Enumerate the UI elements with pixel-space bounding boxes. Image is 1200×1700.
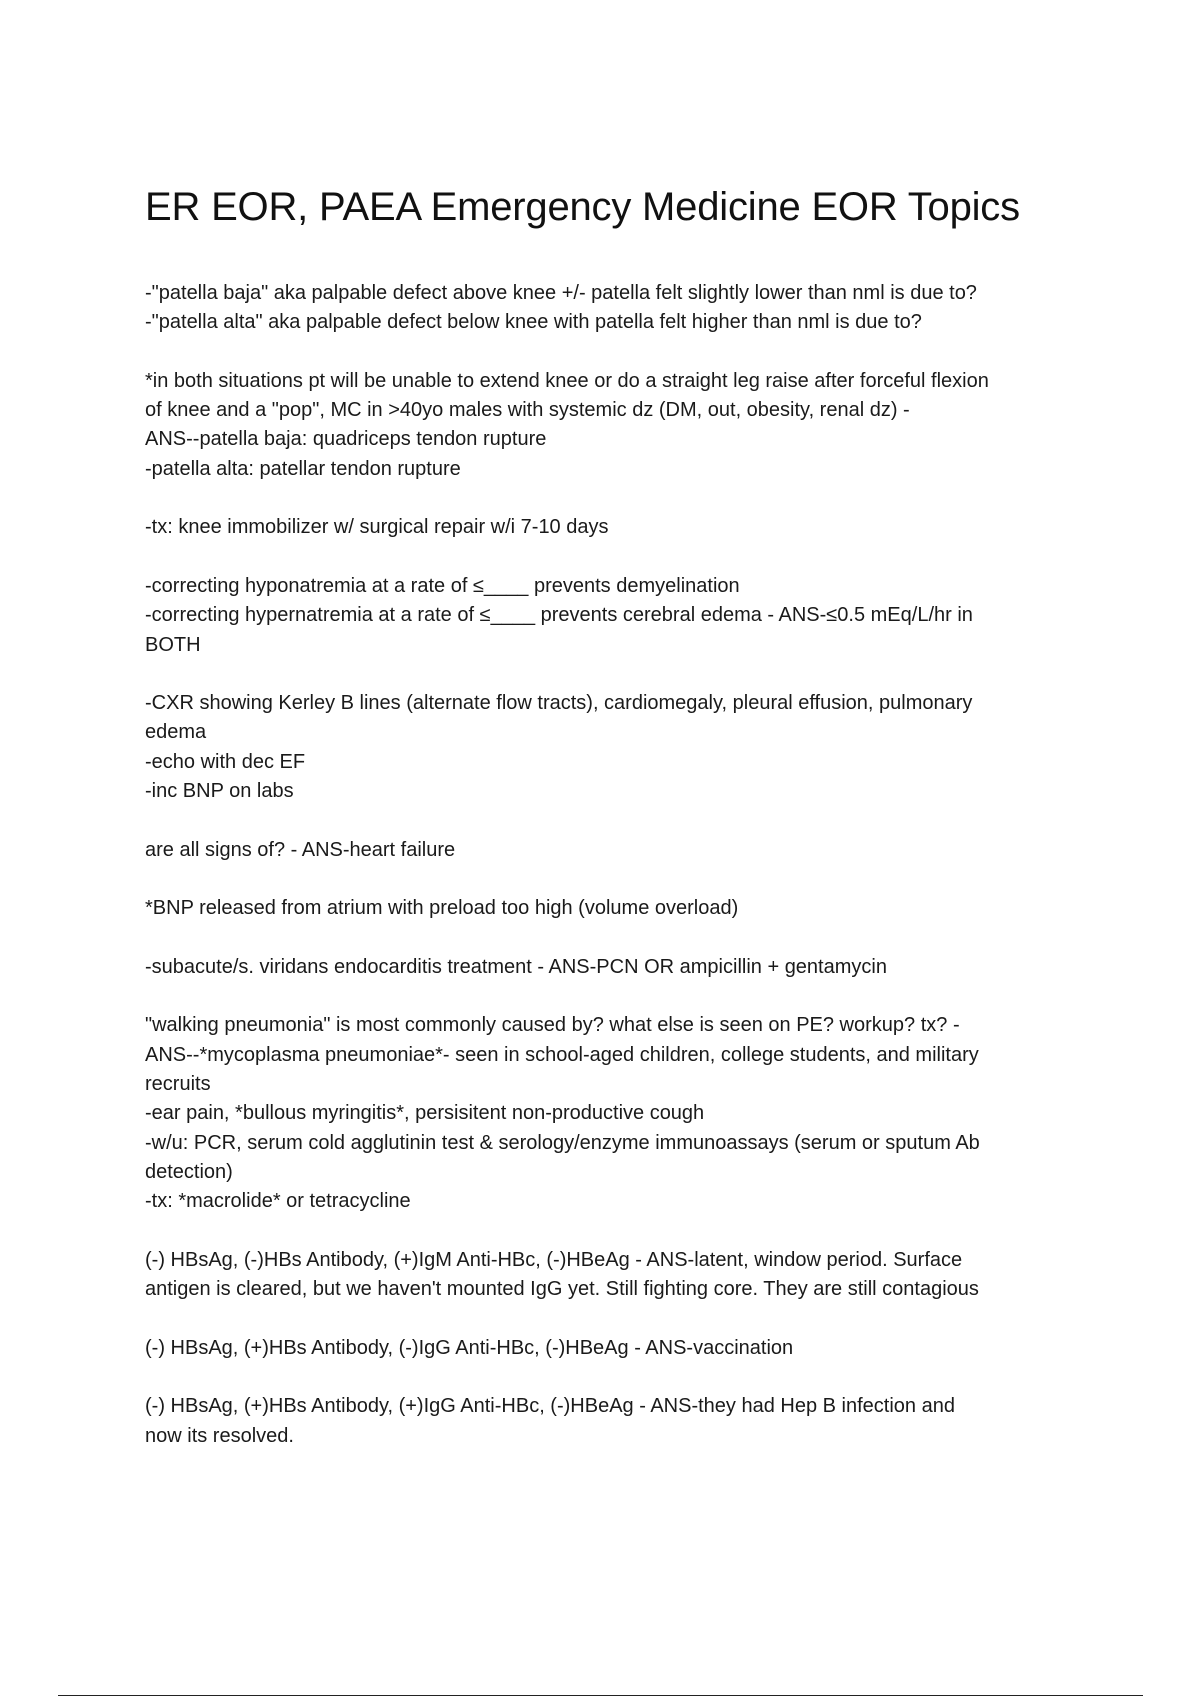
- text-line: -tx: *macrolide* or tetracycline: [145, 1190, 411, 1213]
- paragraph-hepb-vaccination: [145, 1334, 1085, 1363]
- text-line: -"patella alta" aka palpable defect below knee with patella felt higher than nml is due to?: [145, 311, 922, 334]
- text-line: BOTH: [145, 633, 201, 656]
- text-line: -correcting hypernatremia at a rate of ≤____ prevents cerebral edema - ANS-≤0.5 mEq/L/hr in: [145, 604, 973, 627]
- text-line: -"patella baja" aka palpable defect above knee +/- patella felt slightly lower than nml is due to?: [145, 282, 977, 304]
- text-line: now its resolved.: [145, 1424, 294, 1447]
- text-line: -CXR showing Kerley B lines (alternate flow tracts), cardiomegaly, pleural effusion, pulmonary: [145, 692, 973, 715]
- text-line: (-) HBsAg, (-)HBs Antibody, (+)IgM Anti-HBc, (-)HBeAg - ANS-latent, window period. Surface: [145, 1248, 963, 1271]
- text-line: -tx: knee immobilizer w/ surgical repair w/i 7-10 days: [145, 516, 609, 539]
- text-line: -inc BNP on labs: [145, 780, 294, 803]
- text-line: ANS--*mycoplasma pneumoniae*- seen in school-aged children, college students, and military: [145, 1043, 979, 1066]
- document-title: ER EOR, PAEA Emergency Medicine EOR Topics: [145, 185, 1020, 229]
- text-line: (-) HBsAg, (+)HBs Antibody, (-)IgG Anti-HBc, (-)HBeAg - ANS-vaccination: [145, 1336, 794, 1359]
- footer-divider: [58, 1695, 1143, 1696]
- text-line: *BNP released from atrium with preload too high (volume overload): [145, 897, 739, 920]
- paragraph-endocarditis: [145, 953, 1085, 982]
- text-line: -correcting hyponatremia at a rate of ≤____ prevents demyelination: [145, 574, 740, 597]
- text-line: (-) HBsAg, (+)HBs Antibody, (+)IgG Anti-HBc, (-)HBeAg - ANS-they had Hep B infection and: [145, 1395, 955, 1418]
- paragraph-hepb-resolved: [145, 1392, 1085, 1451]
- paragraph-walking-pneumonia: [145, 1011, 1085, 1216]
- text-line: edema: [145, 721, 207, 744]
- paragraph-patella-answer: [145, 367, 1085, 484]
- paragraph-heart-failure-findings: [145, 689, 1085, 806]
- text-line: of knee and a "pop", MC in >40yo males with systemic dz (DM, out, obesity, renal dz) -: [145, 399, 910, 422]
- text-line: antigen is cleared, but we haven't mounted IgG yet. Still fighting core. They are still contagious: [145, 1278, 979, 1301]
- paragraph-patella-question: [145, 279, 1085, 338]
- text-line: -patella alta: patellar tendon rupture: [145, 457, 461, 480]
- text-line: ANS--patella baja: quadriceps tendon rupture: [145, 428, 547, 451]
- text-line: detection): [145, 1160, 233, 1183]
- text-line: "walking pneumonia" is most commonly caused by? what else is seen on PE? workup? tx? -: [145, 1014, 960, 1037]
- text-line: recruits: [145, 1073, 211, 1096]
- text-line: -echo with dec EF: [145, 750, 306, 773]
- paragraph-hepb-window: [145, 1246, 1085, 1305]
- paragraph-patella-treatment: [145, 513, 1085, 542]
- text-line: -subacute/s. viridans endocarditis treatment - ANS-PCN OR ampicillin + gentamycin: [145, 955, 887, 978]
- text-line: *in both situations pt will be unable to extend knee or do a straight leg raise after forceful flexion: [145, 369, 989, 392]
- paragraph-heart-failure-answer: [145, 836, 1085, 865]
- text-line: -w/u: PCR, serum cold agglutinin test & serology/enzyme immunoassays (serum or sputum Ab: [145, 1131, 980, 1154]
- text-line: -ear pain, *bullous myringitis*, persisitent non-productive cough: [145, 1102, 705, 1125]
- text-line: are all signs of? - ANS-heart failure: [145, 838, 456, 861]
- paragraph-bnp-note: [145, 894, 1085, 923]
- document-body: [145, 279, 1085, 1480]
- paragraph-sodium-correction: [145, 572, 1085, 660]
